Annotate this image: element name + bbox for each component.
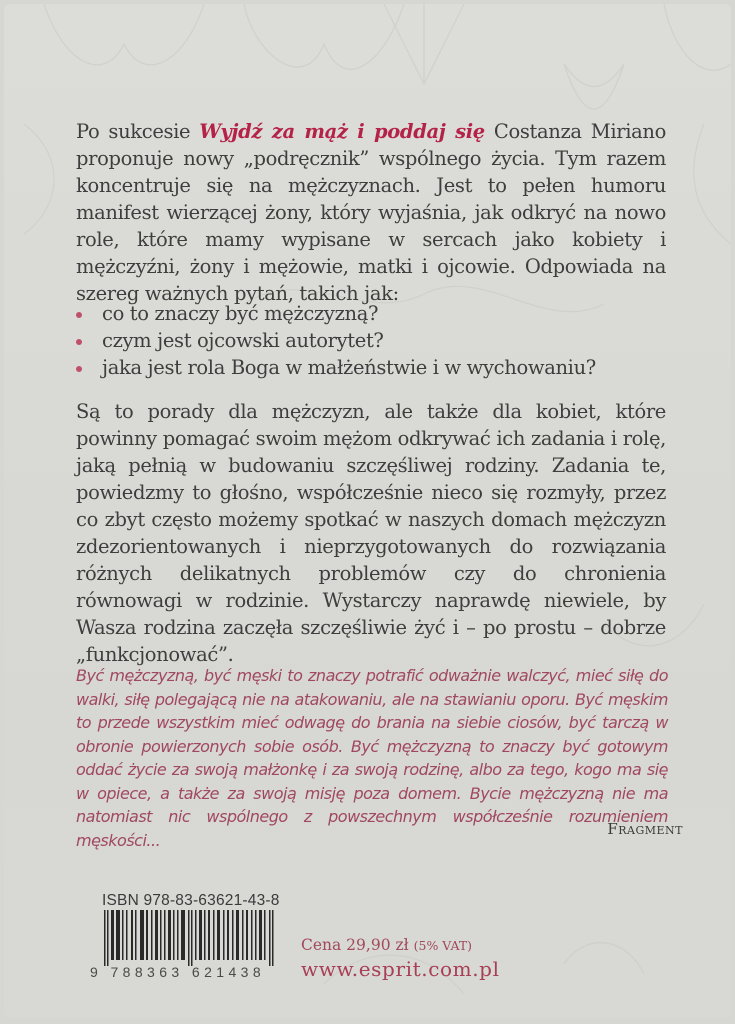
barcode-digits: 9 788363 621438 bbox=[90, 964, 265, 980]
bullet-icon bbox=[76, 366, 82, 372]
vat-label: (5% VAT) bbox=[413, 938, 473, 953]
book-title-reference: Wyjdź za mąż i poddaj się bbox=[199, 120, 485, 143]
body-paragraph: Są to porady dla mężczyzn, ale także dla kobiet, które powinny pomagać swoim mężom odkrywać ich zadania i rolę, jaką pełnią w budowaniu szczęśliwej rodziny. Zadania te, powiedzmy to głośno, współcześnie nieco się rozmyły, przez co zbyt często możemy spotkać w naszych domach mężczyzn zdezorientowanych i nieprzygotowanych do rozwiązania różnych delikatnych problemów czy do chronienia równowagi w rodzinie. Wystarczy naprawdę niewiele, by Wasza rodzina zaczęła szczęśliwie żyć i – po prostu – dobrze „funkcjonować”. bbox=[76, 400, 666, 666]
publisher-website: www.esprit.com.pl bbox=[301, 957, 500, 981]
bullet-icon bbox=[76, 312, 82, 318]
isbn-label: ISBN 978-83-63621-43-8 bbox=[102, 892, 280, 909]
questions-list bbox=[76, 300, 676, 381]
list-item: co to znaczy być mężczyzną? bbox=[76, 300, 676, 327]
price-info bbox=[301, 936, 472, 954]
intro-text: Costanza Miriano proponuje nowy „podręcznik” wspólnego życia. Tym razem koncentruje się na mężczyznach. Jest to pełen humoru manifest wierzącej żony, który wyjaśnia, jak odkryć na nowo role, które mamy wypisane w sercach jako kobiety i mężczyźni, żony i mężowie, matki i ojcowie. Odpowiada na szereg ważnych pytań, takich jak: bbox=[76, 120, 666, 305]
list-item: czym jest ojcowski autorytet? bbox=[76, 327, 676, 354]
price-label: Cena 29,90 zł bbox=[301, 936, 409, 954]
fragment-label: Fragment bbox=[607, 820, 683, 838]
list-item: jaka jest rola Boga w małżeństwie i w wychowaniu? bbox=[76, 354, 676, 381]
intro-prefix: Po sukcesie bbox=[76, 120, 200, 143]
quote-fragment: Być mężczyzną, być męski to znaczy potrafić odważnie walczyć, mieć siłę do walki, siłę polegającą nie na atakowaniu, ale na stawianiu oporu. Być męskim to przede wszystkim mieć odwagę do brania na siebie ciosów, być tarczą w obronie powierzonych sobie osób. Być mężczyzną to znaczy być gotowym oddać życie za swoją małżonkę i za swoją rodzinę, albo za tego, kogo ma się w opiece, a także za swoją misję poza domem. Bycie mężczyzną nie ma natomiast nic wspólnego z powszechnym współcześnie rozumieniem męskości... bbox=[76, 666, 668, 850]
barcode-icon bbox=[104, 910, 280, 966]
intro-paragraph bbox=[76, 118, 666, 307]
book-back-cover bbox=[4, 4, 731, 1018]
bullet-icon bbox=[76, 339, 82, 345]
